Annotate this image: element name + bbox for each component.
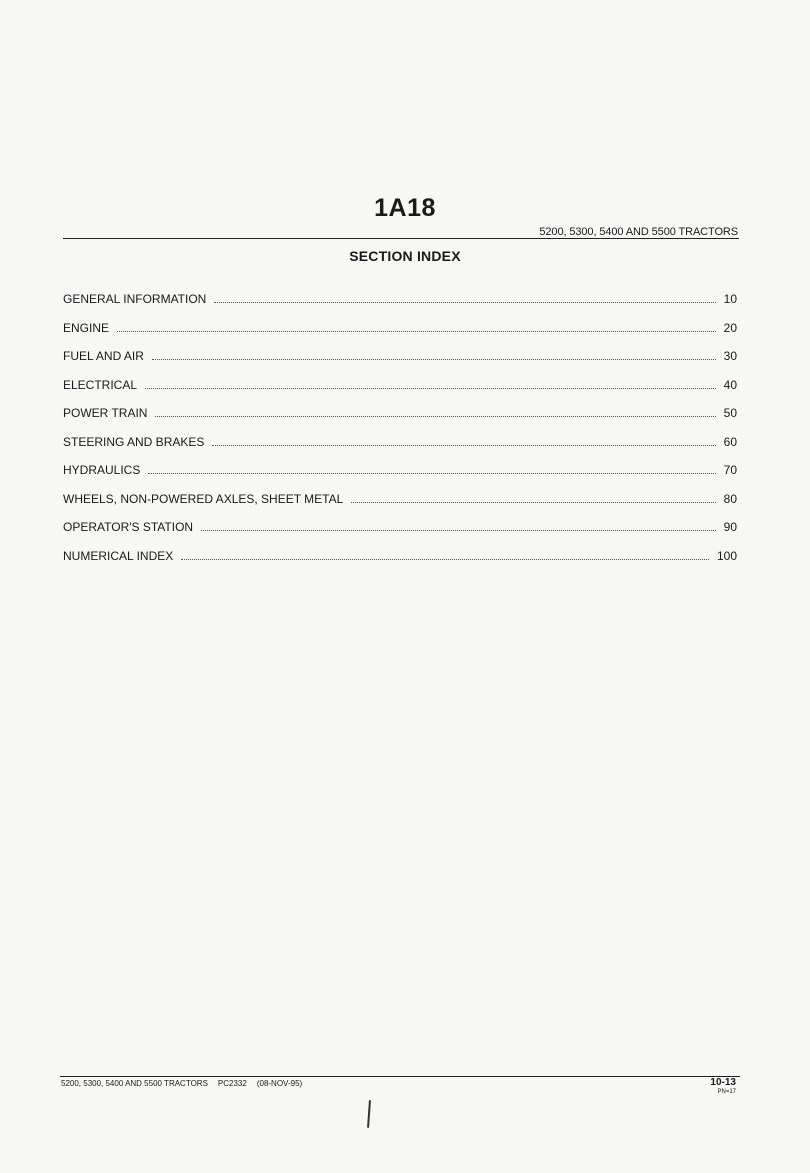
toc-label: STEERING AND BRAKES (63, 434, 205, 449)
toc-row-numerical-index[interactable] (63, 549, 737, 578)
toc-leader (181, 559, 709, 560)
toc-leader (117, 331, 716, 332)
toc-label: POWER TRAIN (63, 406, 148, 420)
toc-label: FUEL AND AIR (63, 349, 144, 363)
toc-page-number: 90 (723, 520, 737, 534)
section-index-list (63, 292, 737, 577)
toc-row-hydraulics[interactable] (63, 463, 737, 492)
toc-label: ELECTRICAL (63, 377, 138, 392)
toc-page-number: 40 (723, 377, 737, 392)
toc-leader (145, 388, 716, 389)
toc-label: WHEELS, NON-POWERED AXLES, SHEET METAL (63, 491, 344, 506)
toc-page-number: 70 (723, 463, 737, 477)
toc-leader (152, 359, 716, 360)
toc-page-number: 20 (723, 320, 737, 335)
toc-row-power-train[interactable] (63, 406, 737, 435)
toc-label: NUMERICAL INDEX (63, 548, 174, 563)
toc-row-steering-and-brakes[interactable] (63, 435, 737, 464)
toc-page-number: 80 (723, 491, 737, 506)
toc-page-number: 50 (723, 406, 737, 420)
footer-doc-number: PC2332 (217, 1079, 247, 1088)
toc-leader (155, 416, 715, 417)
footer-date: (08-NOV-95) (256, 1079, 303, 1088)
header-subtitle: 5200, 5300, 5400 AND 5500 TRACTORS (539, 226, 738, 238)
footer-info (61, 1079, 302, 1088)
toc-leader (148, 473, 715, 474)
toc-leader (201, 530, 716, 531)
footer-models: 5200, 5300, 5400 AND 5500 TRACTORS (61, 1079, 208, 1088)
section-title: SECTION INDEX (349, 248, 461, 264)
toc-row-wheels-axles-sheet-metal[interactable] (63, 492, 737, 521)
toc-label: OPERATOR'S STATION (63, 520, 194, 534)
toc-row-electrical[interactable] (63, 378, 737, 407)
toc-label: HYDRAULICS (63, 463, 141, 477)
header-rule (63, 238, 739, 239)
toc-page-number: 10 (723, 292, 737, 306)
page-code: 1A18 (374, 194, 436, 222)
toc-row-fuel-and-air[interactable] (63, 349, 737, 378)
toc-leader (212, 445, 715, 446)
toc-leader (351, 502, 715, 503)
footer-pn: PN=17 (717, 1089, 736, 1095)
toc-page-number: 60 (723, 434, 737, 449)
footer-rule (60, 1076, 740, 1077)
toc-row-general-information[interactable] (63, 292, 737, 321)
footer-page-number: 10-13 (710, 1077, 736, 1088)
toc-page-number: 30 (723, 349, 737, 363)
toc-page-number: 100 (716, 548, 737, 563)
pen-mark (367, 1100, 371, 1128)
toc-label: GENERAL INFORMATION (63, 292, 207, 306)
toc-row-engine[interactable] (63, 321, 737, 350)
toc-row-operators-station[interactable] (63, 520, 737, 549)
toc-leader (214, 302, 715, 303)
toc-label: ENGINE (63, 320, 110, 335)
